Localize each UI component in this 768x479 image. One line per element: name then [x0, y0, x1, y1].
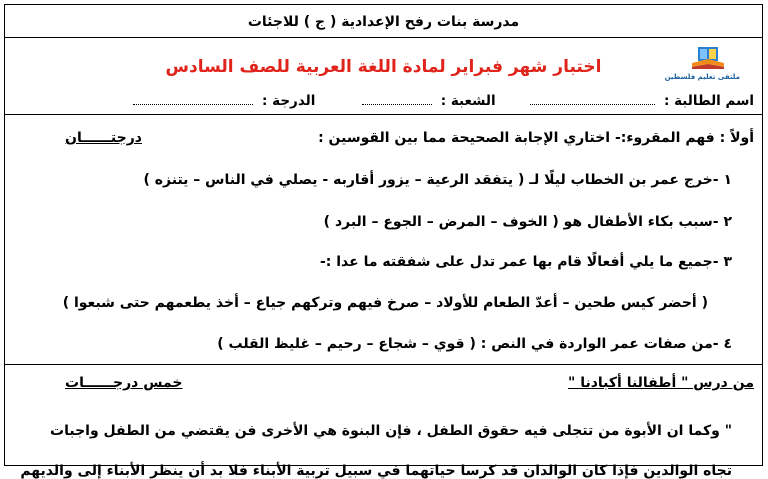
divider — [5, 114, 762, 115]
section1-grade: درجتــــــان — [65, 130, 142, 146]
passage-line-2: تجاه الوالدين فإذا كان الوالدان قد كرسا حياتهما في سبيل تربية الأبناء فلا بد أن ينظر الأبناء إلى والديهم — [20, 463, 732, 479]
student-info-row — [133, 93, 754, 109]
question-2: ٢ -سبب بكاء الأطفال هو ( الخوف – المرض – الجوع – البرد ) — [323, 214, 732, 230]
section-label: الشعبة : — [440, 93, 496, 109]
student-name-label: اسم الطالبة : — [664, 93, 754, 109]
grade-field[interactable] — [133, 93, 253, 105]
grade-label: الدرجة : — [262, 93, 316, 109]
divider — [5, 37, 762, 38]
question-4: ٤ -من صفات عمر الواردة في النص : ( قوي – شجاع – رحيم – غليظ القلب ) — [217, 336, 732, 352]
section1-title: أولاً : فهم المقروء:- اختاري الإجابة الصحيحة مما بين القوسين : — [318, 130, 754, 146]
school-name: مدرسة بنات رفح الإعدادية ( ج ) للاجئات — [247, 14, 520, 30]
question-3: ٣ -جميع ما يلي أفعالًا قام بها عمر تدل على شفقته ما عدا :- — [319, 254, 732, 270]
question-3-options: ( أحضر كيس طحين – أعدّ الطعام للأولاد – صرخ فيهم وتركهم جياع – أخذ يطعمهم حتى شبعوا ) — [62, 295, 708, 311]
divider — [5, 364, 762, 365]
section-field[interactable] — [362, 93, 432, 105]
passage-line-1: " وكما ان الأبوة من تتجلى فيه حقوق الطفل ، فإن البنوة هي الأخرى فن يقتضي من الطفل واجبات — [50, 423, 732, 439]
logo-caption: ملتقى تعليم فلسطين — [664, 73, 740, 81]
section2-title: من درس " أطفالنا أكبادنا " — [568, 375, 754, 391]
exam-title: اختبار شهر فبراير لمادة اللغة العربية للصف السادس — [165, 57, 602, 77]
question-1: ١ -خرج عمر بن الخطاب ليلًا لـ ( يتفقد الرعية – يزور أقاربه - يصلي في الناس – يتنزه ) — [143, 172, 732, 188]
section2-grade: خمس درجــــــات — [65, 375, 183, 391]
exam-sheet — [4, 4, 763, 479]
student-name-field[interactable] — [530, 93, 655, 105]
